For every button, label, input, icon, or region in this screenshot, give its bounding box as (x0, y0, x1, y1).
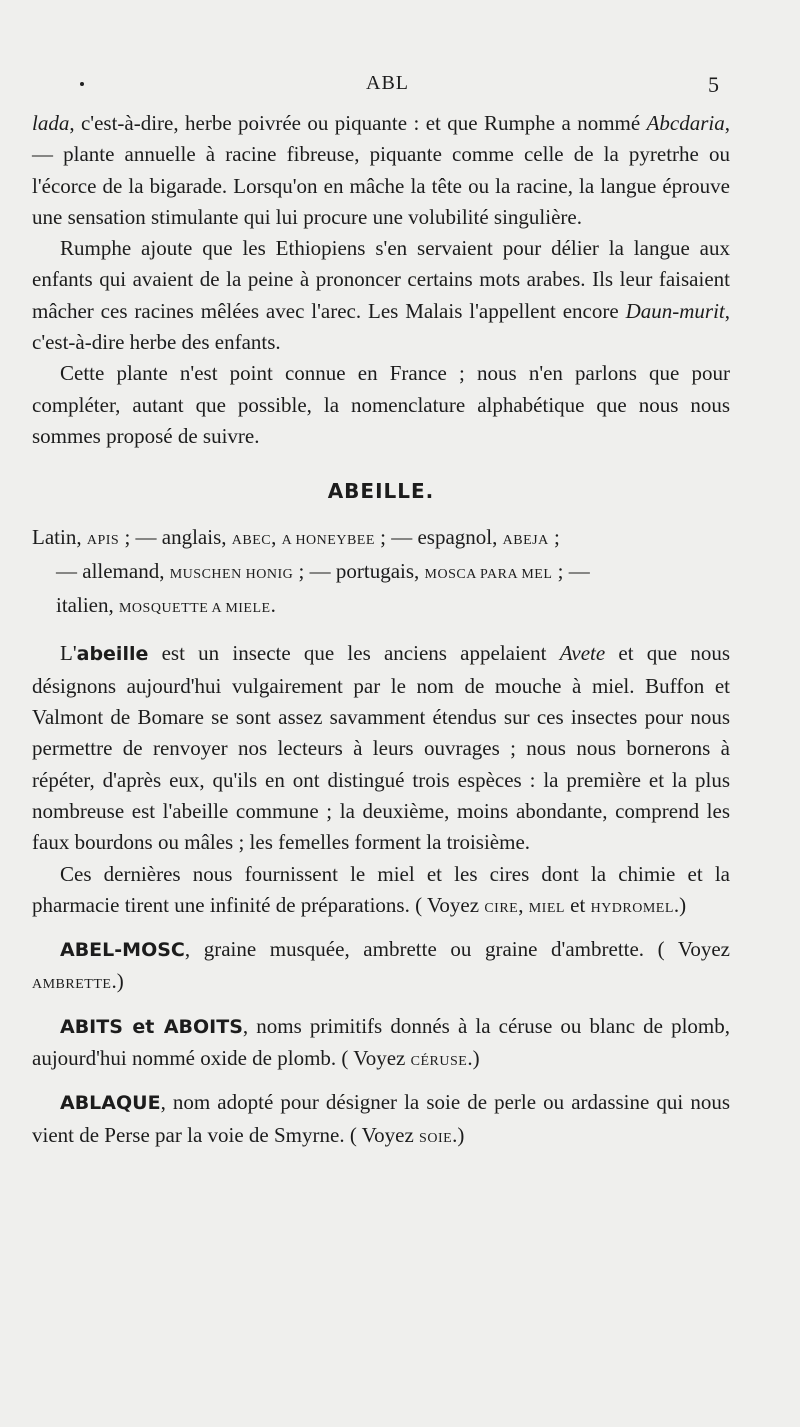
text-run: L' (60, 641, 77, 666)
text-run: Cette plante n'est point connue en France ; nous n'en parlons que pour compléter, autant que possible, la nomenclature alphabétique que nous nous sommes proposé de suivre. (32, 361, 730, 448)
dictionary-entry (32, 1011, 730, 1078)
text-run: .) (452, 1122, 465, 1147)
small-caps-term: MUSCHEN HONIG (169, 566, 294, 582)
dictionary-entry (32, 1087, 730, 1154)
page-header (0, 72, 800, 102)
text-run: — allemand, (56, 558, 170, 583)
translations-line (32, 522, 730, 556)
paragraph (32, 358, 730, 452)
translations-line (32, 556, 730, 590)
headword: ABEL-MOSC (60, 939, 185, 962)
paragraph (32, 233, 730, 358)
text-run: , (518, 892, 529, 917)
text-run: ; — portugais, (293, 558, 425, 583)
text-run: ; — anglais, (119, 524, 232, 549)
paragraph (32, 638, 730, 858)
text-run: Latin, (32, 524, 87, 549)
text-run: , — plante annuelle à racine fibreuse, piquante comme celle de la pyretrhe ou l'écorce de la bigarade. Lorsqu'on en mâche la tête ou la racine, la langue éprouve une sensation stimulante qui lui procure une volubilité singulière. (32, 111, 730, 229)
dictionary-entry (32, 934, 730, 1001)
text-run: .) (467, 1046, 480, 1071)
headword: ABITS et ABOITS (60, 1015, 243, 1038)
text-run: , nom adopté pour désigner la soie de perle ou ardassine qui nous vient de Perse par la voie de Smyrne. ( Voyez (32, 1090, 730, 1147)
text-run: et que nous désignons aujourd'hui vulgairement par le nom de mouche à miel. Buffon et Valmont de Bomare se sont assez savamment étendus sur ces insectes pour nous permettre de renvoyer nos lecteurs à leurs ouvrages ; nous nous bornerons à répéter, d'après eux, qu'ils en ont distingué trois espèces : la première et la plus nombreuse est l'abeille commune ; la deuxième, moins abondante, comprend les faux bourdons ou mâles ; les femelles forment la troisième. (32, 641, 730, 855)
small-caps-term: A HONEYBEE (281, 532, 375, 548)
text-run: .) (673, 892, 687, 917)
ink-dot (80, 82, 84, 86)
translations-line (32, 590, 730, 624)
body-text (32, 108, 730, 1154)
text-run: , c'est-à-dire, herbe poivrée ou piquante : et que Rumphe a nommé (69, 111, 647, 135)
text-run: Ces dernières nous fournissent le miel et les cires dont la chimie et la pharmacie tirent une infinité de préparations. ( Voyez (32, 861, 730, 917)
paragraph (32, 859, 730, 925)
text-run: est un insecte que les anciens appelaient (148, 641, 560, 666)
small-caps-term: ABEJA (502, 532, 549, 548)
small-caps-term: ABEC (231, 532, 272, 548)
running-head: ABL (366, 72, 409, 94)
page-number: 5 (708, 72, 719, 97)
text-run: italien, (56, 593, 119, 618)
text-run: , graine musquée, ambrette ou graine d'ambrette. ( Voyez (184, 937, 730, 962)
small-caps-term: CÉRUSE (410, 1054, 468, 1070)
small-caps-term: MIEL (528, 900, 565, 916)
italic-term: Abcdaria (646, 111, 725, 135)
paragraph (32, 108, 730, 233)
text-run: , c'est-à-dire herbe des enfants. (32, 298, 730, 355)
text-run: ABEILLE. (327, 479, 435, 504)
small-caps-term: SOIE (419, 1130, 453, 1146)
italic-term: Avete (559, 641, 606, 666)
headword: abeille (76, 643, 149, 666)
small-caps-term: APIS (86, 532, 120, 548)
italic-term: Daun-murit (625, 298, 725, 323)
text-run: . (270, 593, 276, 618)
text-run: et (564, 892, 591, 917)
headword: ABLAQUE (60, 1092, 161, 1115)
small-caps-term: HYDROMEL (590, 900, 674, 916)
text-run: ; — (552, 558, 590, 583)
entry-heading (32, 476, 730, 507)
text-run: ; — espagnol, (374, 524, 503, 549)
translations-block (32, 522, 730, 625)
text-run: , noms primitifs donnés à la céruse ou blanc de plomb, aujourd'hui nommé oxide de plomb. ( Voyez (32, 1013, 730, 1071)
small-caps-term: MOSQUETTE A MIELE (118, 601, 271, 617)
small-caps-term: MOSCA PARA MEL (424, 566, 553, 582)
small-caps-term: AMBRETTE (32, 977, 112, 993)
text-run: , (271, 524, 282, 549)
italic-term: lada (32, 111, 70, 135)
small-caps-term: CIRE (484, 900, 519, 916)
text-run: Rumphe ajoute que les Ethiopiens s'en servaient pour délier la langue aux enfants qui avaient de la peine à prononcer certains mots arabes. Ils leur faisaient mâcher ces racines mêlées avec l'arec. Les Malais l'appellent encore (32, 236, 730, 323)
text-run: ; (548, 524, 560, 549)
text-run: .) (111, 969, 124, 994)
